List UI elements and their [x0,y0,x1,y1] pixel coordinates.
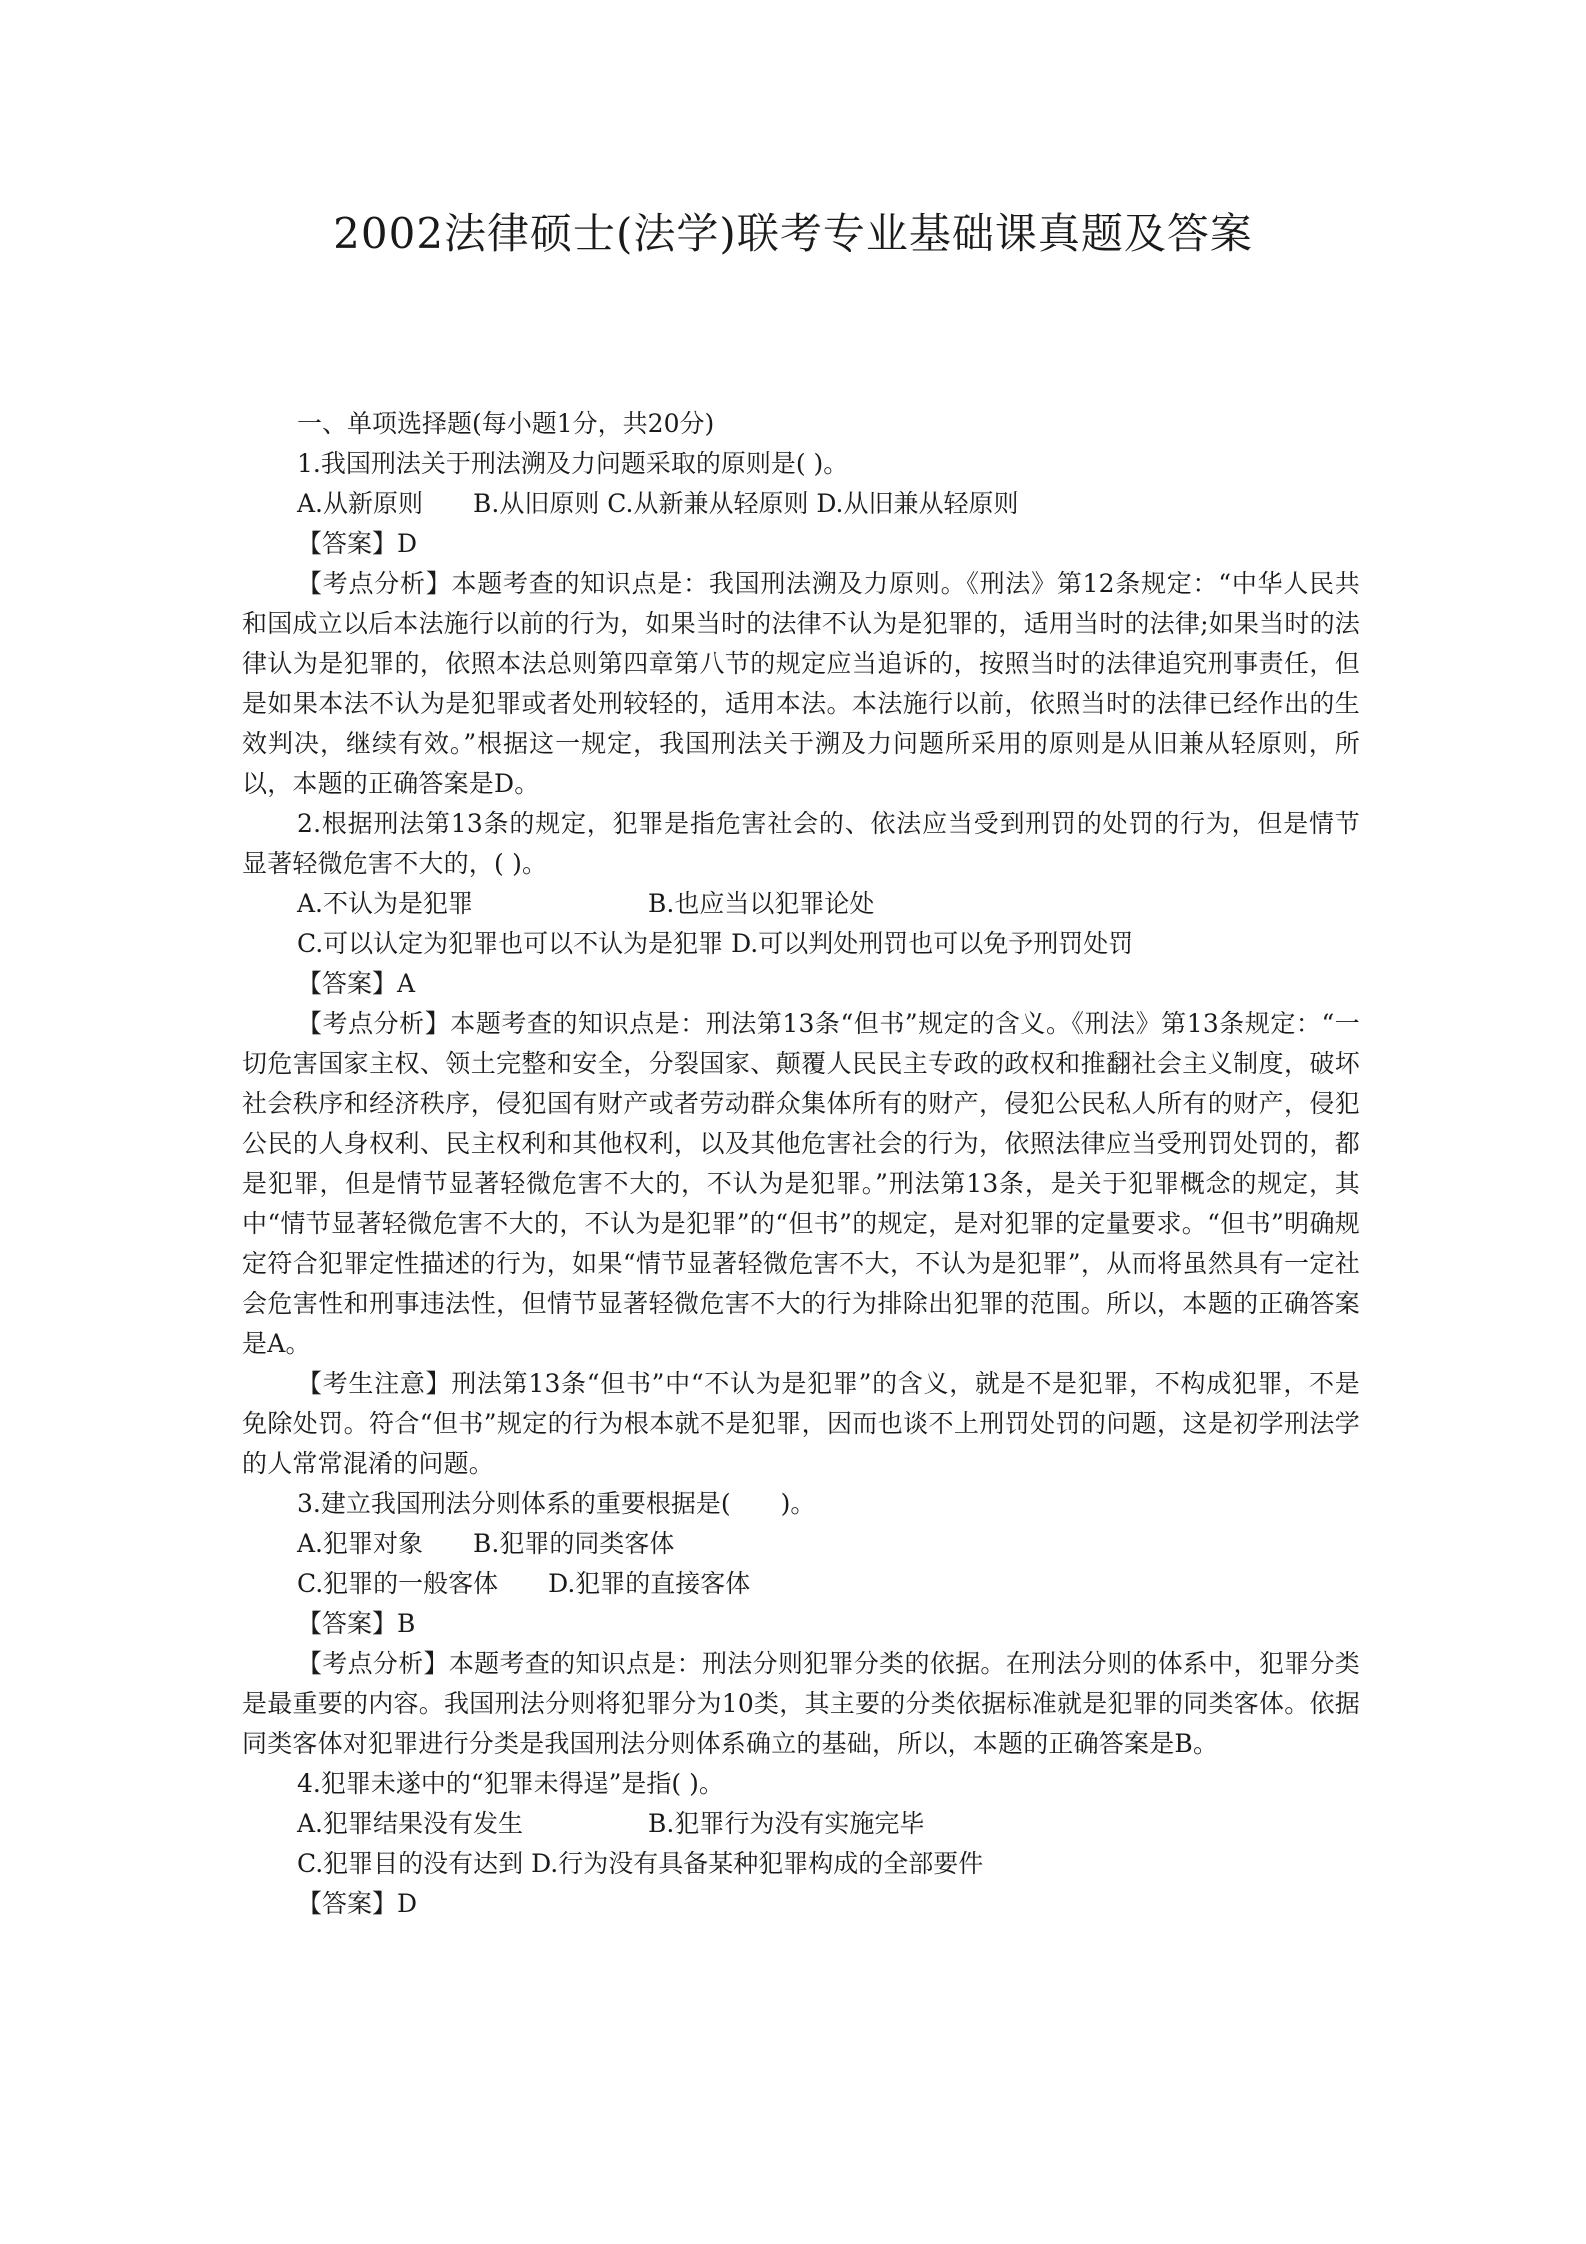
question-2-options-line-1: A.不认为是犯罪 B.也应当以犯罪论处 [297,889,875,918]
question-2-answer: 【答案】A [297,969,416,998]
question-3-stem: 3.建立我国刑法分则体系的重要根据是( )。 [297,1489,816,1518]
question-1-analysis: 【考点分析】本题考查的知识点是：我国刑法溯及力原则。《刑法》第12条规定：“中华人民共和国成立以后本法施行以前的行为，如果当时的法律不认为是犯罪的，适用当时的法律;如果当时的法律认为是犯罪的，依照本法总则第四章第八节的规定应当追诉的，按照当时的法律追究刑事责任，但是如果本法不认为是犯罪或者处刑较轻的，适用本法。本法施行以前，依照当时的法律已经作出的生效判决，继续有效。”根据这一规定，我国刑法关于溯及力问题所采用的原则是从旧兼从轻原则，所以，本题的正确答案是D。 [242,569,1360,798]
question-3-answer: 【答案】B [297,1609,416,1638]
question-3-analysis: 【考点分析】本题考查的知识点是：刑法分则犯罪分类的依据。在刑法分则的体系中，犯罪分类是最重要的内容。我国刑法分则将犯罪分为10类，其主要的分类依据标准就是犯罪的同类客体。依据同类客体对犯罪进行分类是我国刑法分则体系确立的基础，所以，本题的正确答案是B。 [242,1649,1360,1758]
question-2-stem: 2.根据刑法第13条的规定，犯罪是指危害社会的、依法应当受到刑罚的处罚的行为，但是情节显著轻微危害不大的，( )。 [242,809,1360,878]
question-2-note: 【考生注意】刑法第13条“但书”中“不认为是犯罪”的含义，就是不是犯罪，不构成犯罪，不是免除处罚。符合“但书”规定的行为根本就不是犯罪，因而也谈不上刑罚处罚的问题，这是初学刑法学的人常常混淆的问题。 [242,1369,1360,1478]
document-body [242,404,1360,1924]
question-2-analysis: 【考点分析】本题考查的知识点是：刑法第13条“但书”规定的含义。《刑法》第13条规定：“一切危害国家主权、领土完整和安全，分裂国家、颠覆人民民主专政的政权和推翻社会主义制度，破坏社会秩序和经济秩序，侵犯国有财产或者劳动群众集体所有的财产，侵犯公民私人所有的财产，侵犯公民的人身权利、民主权利和其他权利，以及其他危害社会的行为，依照法律应当受刑罚处罚的，都是犯罪，但是情节显著轻微危害不大的，不认为是犯罪。”刑法第13条，是关于犯罪概念的规定，其中“情节显著轻微危害不大的，不认为是犯罪”的“但书”的规定，是对犯罪的定量要求。“但书”明确规定符合犯罪定性描述的行为，如果“情节显著轻微危害不大，不认为是犯罪”，从而将虽然具有一定社会危害性和刑事违法性，但情节显著轻微危害不大的行为排除出犯罪的范围。所以，本题的正确答案是A。 [242,1009,1360,1358]
document-title: 2002法律硕士(法学)联考专业基础课真题及答案 [333,209,1253,258]
question-3-options-line-1: A.犯罪对象 B.犯罪的同类客体 [297,1529,675,1558]
question-1-options: A.从新原则 B.从旧原则 C.从新兼从轻原则 D.从旧兼从轻原则 [297,489,1019,518]
question-4-answer: 【答案】D [297,1889,418,1918]
question-1-answer: 【答案】D [297,529,418,558]
question-4-options-line-1: A.犯罪结果没有发生 B.犯罪行为没有实施完毕 [297,1809,925,1838]
question-4-stem: 4.犯罪未遂中的“犯罪未得逞”是指( )。 [297,1769,724,1798]
question-2-options-line-2: C.可以认定为犯罪也可以不认为是犯罪 D.可以判处刑罚也可以免予刑罚处罚 [297,929,1134,958]
question-3-options-line-2: C.犯罪的一般客体 D.犯罪的直接客体 [297,1569,751,1598]
question-1-stem: 1.我国刑法关于刑法溯及力问题采取的原则是( )。 [297,449,849,478]
question-4-options-line-2: C.犯罪目的没有达到 D.行为没有具备某种犯罪构成的全部要件 [297,1849,984,1878]
section-heading: 一、单项选择题(每小题1分，共20分) [297,409,715,438]
